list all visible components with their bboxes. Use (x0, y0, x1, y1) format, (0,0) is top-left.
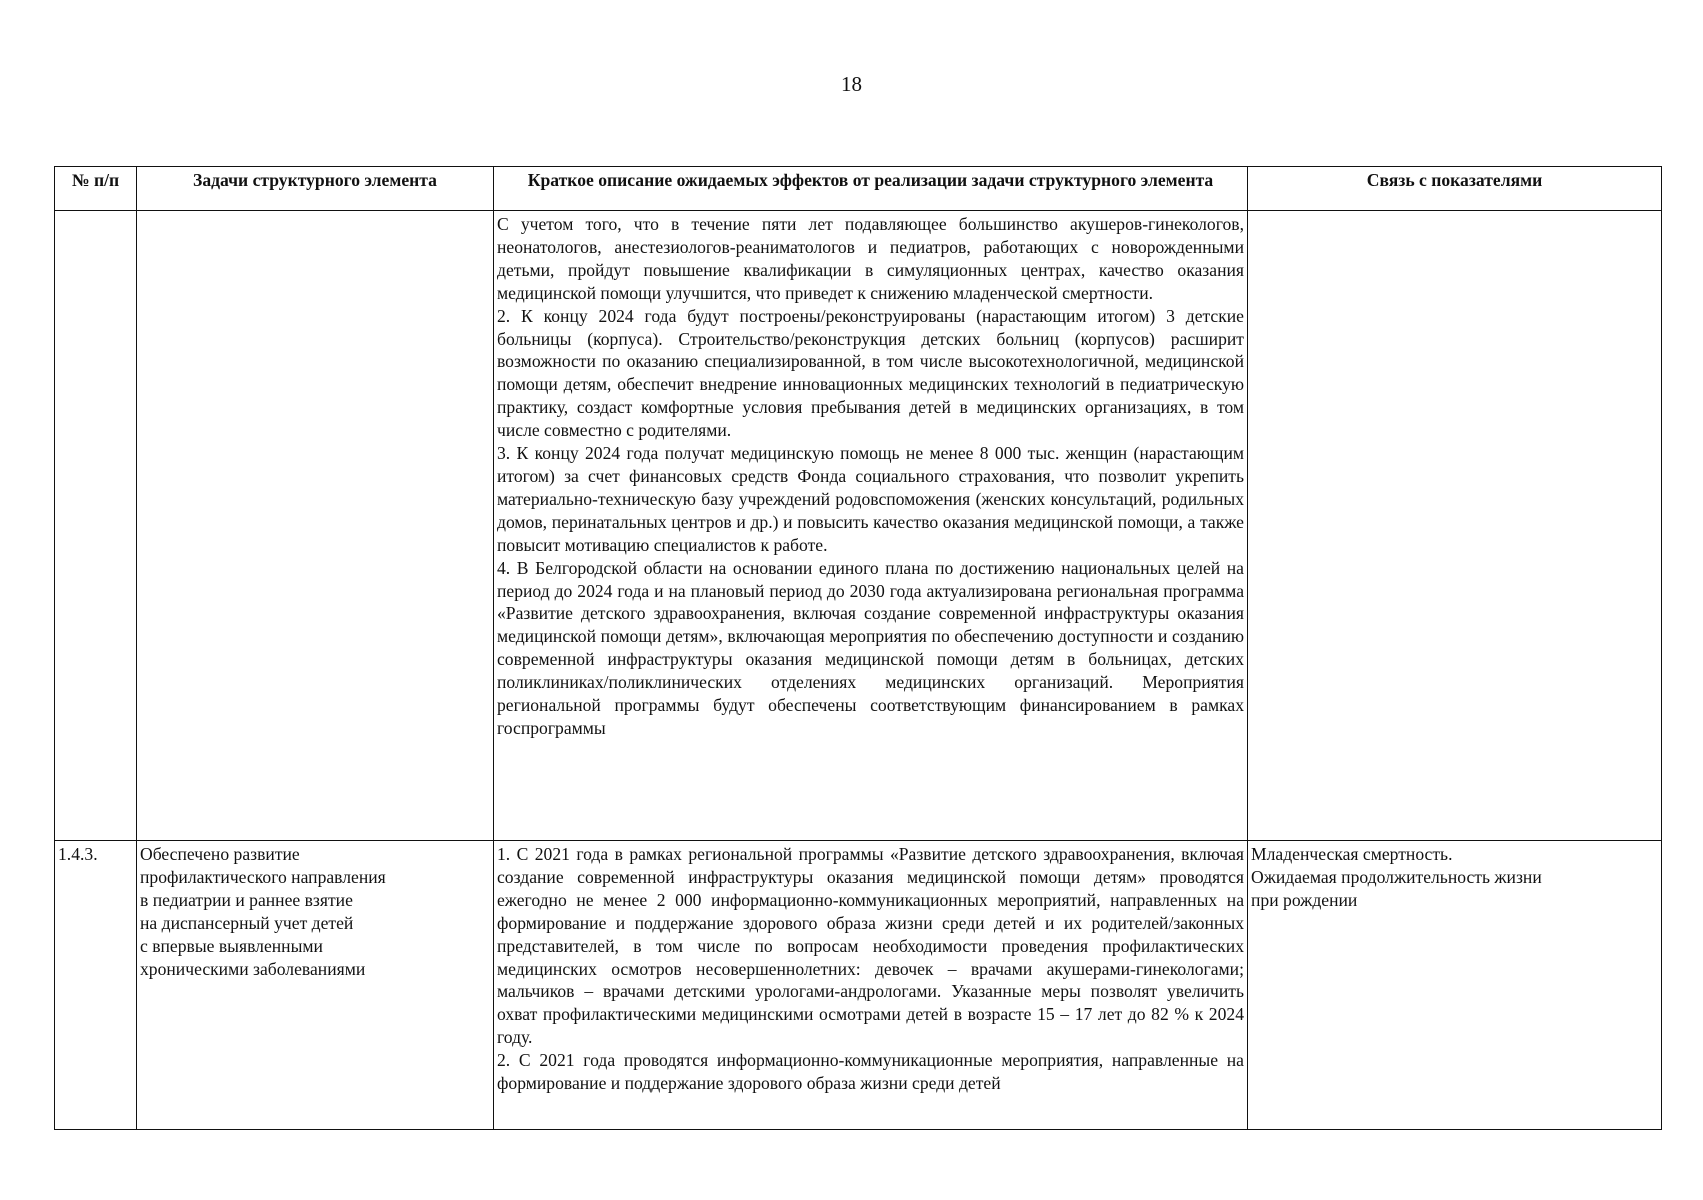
indicator-line: Младенческая смертность. (1251, 844, 1453, 864)
row-indicators-cell (1248, 841, 1662, 1130)
header-num: № п/п (55, 167, 137, 211)
page-number: 18 (841, 72, 862, 96)
tasks-table (54, 166, 1662, 1130)
row-indicators-cell (1248, 211, 1662, 841)
description-paragraph: 1. С 2021 года в рамках региональной программы «Развитие детского здравоохранения, включая создание современной инфраструктуры оказания медицинской помощи детям» проводятся ежегодно не менее 2 000 информационно-коммуникационных мероприятий, направленных на формирование и поддержание здорового образа жизни среди детей и их родителей/законных представителей, в том числе по вопросам необходимости проведения профилактических медицинских осмотров несовершеннолетних: девочек – врачами акушерами-гинекологами; мальчиков – врачами детскими урологами-андрологами. Указанные меры позволят увеличить охват профилактическими медицинскими осмотрами детей в возрасте 15 – 17 лет до 82 % к 2024 году. (497, 844, 1244, 1048)
row-description-cell (494, 211, 1248, 841)
table-row (55, 211, 1662, 841)
description-paragraph: С учетом того, что в течение пяти лет подавляющее большинство акушеров-гинекологов, неонатологов, анестезиологов-реаниматологов и педиатров, работающих с новорожденными детьми, пройдут повышение квалификации в симуляционных центрах, качество оказания медицинской помощи улучшится, что приведет к снижению младенческой смертности. (497, 214, 1244, 303)
row-description-cell (494, 841, 1248, 1130)
task-line: хроническими заболеваниями (140, 958, 366, 979)
header-task: Задачи структурного элемента (137, 167, 494, 211)
row-task-cell (137, 841, 494, 1130)
row-num-cell: 1.4.3. (55, 841, 137, 1130)
description-paragraph: 4. В Белгородской области на основании единого плана по достижению национальных целей на период до 2024 года и на плановый период до 2030 года актуализирована региональная программа «Развитие детского здравоохранения, включая создание современной инфраструктуры оказания медицинской помощи детям», включающая мероприятия по обеспечению доступности и созданию современной инфраструктуры оказания медицинской помощи детям в больницах, детских поликлиниках/поликлинических отделениях медицинских организаций. Мероприятия региональной программы будут обеспечены соответствующим финансированием в рамках госпрограммы (497, 557, 1244, 738)
task-line: с впервые выявленными (140, 935, 323, 956)
header-indicators: Связь с показателями (1248, 167, 1662, 211)
header-description: Краткое описание ожидаемых эффектов от реализации задачи структурного элемента (494, 167, 1248, 211)
description-paragraph: 2. К концу 2024 года будут построены/реконструированы (нарастающим итогом) 3 детские больницы (корпуса). Строительство/реконструкция детских больниц (корпусов) расширит возможности по оказанию специализированной, в том числе высокотехнологичной, медицинской помощи детям, обеспечит внедрение инновационных медицинских технологий в педиатрическую практику, создаст комфортные условия пребывания детей в медицинских организациях, в том числе совместно с родителями. (497, 305, 1244, 441)
task-line: профилактического направления (140, 866, 386, 887)
task-line: в педиатрии и раннее взятие (140, 889, 353, 910)
description-paragraph: 2. С 2021 года проводятся информационно-коммуникационные мероприятия, направленные на формирование и поддержание здорового образа жизни среди детей (497, 1050, 1244, 1094)
row-num-cell (55, 211, 137, 841)
indicator-line: при рождении (1251, 889, 1358, 910)
table-row (55, 841, 1662, 1130)
row-task-cell (137, 211, 494, 841)
task-line: Обеспечено развитие (140, 844, 300, 864)
table-header-row (55, 167, 1662, 211)
indicator-line: Ожидаемая продолжительность жизни (1251, 866, 1542, 887)
task-line: на диспансерный учет детей (140, 912, 354, 933)
description-paragraph: 3. К концу 2024 года получат медицинскую помощь не менее 8 000 тыс. женщин (нарастающим итогом) за счет финансовых средств Фонда социального страхования, что позволит укрепить материально-техническую базу учреждений родовспоможения (женских консультаций, родильных домов, перинатальных центров и др.) и повысить качество оказания медицинской помощи, а также повысит мотивацию специалистов к работе. (497, 443, 1244, 555)
